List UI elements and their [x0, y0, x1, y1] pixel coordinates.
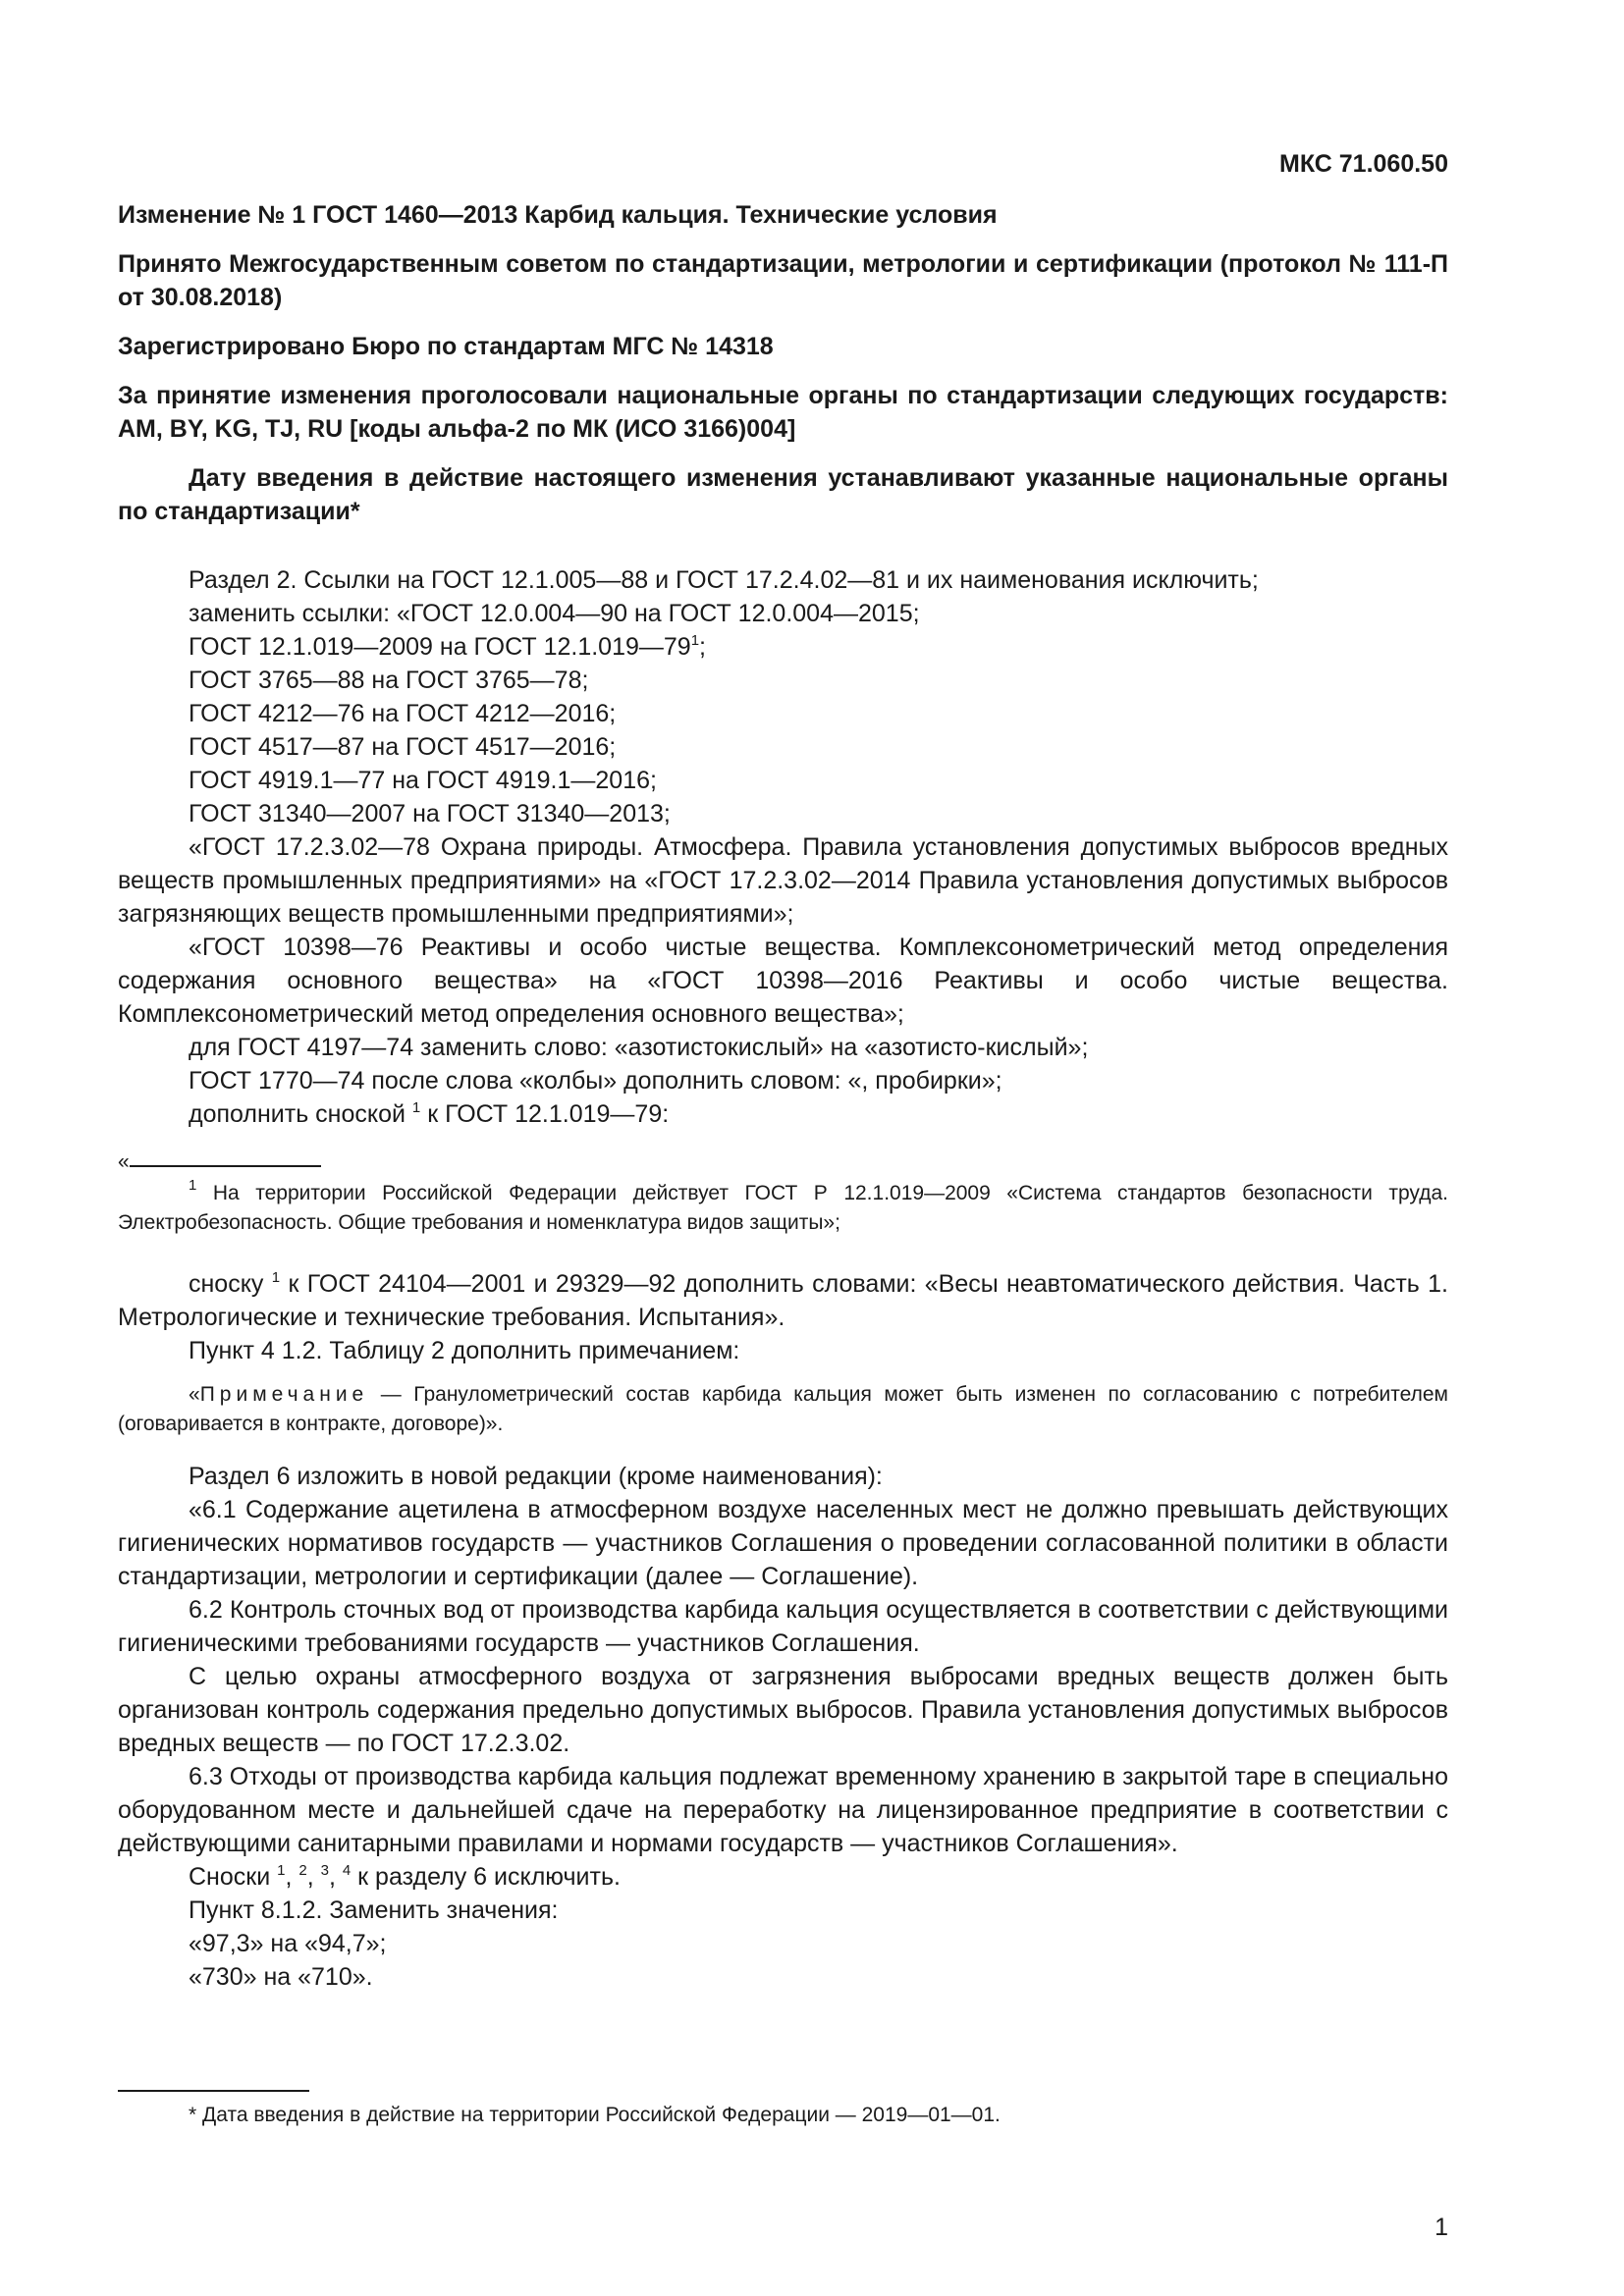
page-footnote: * Дата введения в действие на территории Российской Федерации — 2019—01—01.: [189, 2104, 1001, 2126]
text-line: дополнить сноской $^1$ к ГОСТ 12.1.019—79:: [189, 1099, 670, 1128]
paragraph: 6.3 Отходы от производства карбида кальция подлежат временному хранению в закрытой таре в специально оборудованном месте и дальнейшей сдаче на переработку на лицензированное предприятие в соответствии с действующими санитарными правилами и нормами государств — участников Соглашения».: [118, 1763, 1448, 1857]
mks-code: МКС 71.060.50: [1279, 150, 1448, 178]
text-line: ГОСТ 31340—2007 на ГОСТ 31340—2013;: [189, 800, 671, 828]
text-line: ГОСТ 4212—76 на ГОСТ 4212—2016;: [189, 700, 617, 727]
text-line: «97,3» на «94,7»;: [189, 1930, 387, 1957]
text-line: «730» на «710».: [189, 1963, 373, 1991]
paragraph: «ГОСТ 10398—76 Реактивы и особо чистые вещества. Комплексонометрический метод определения содержания основного вещества» на «ГОСТ 10398—2016 Реактивы и особо чистые вещества. Комплексонометрический метод определения основного вещества»;: [118, 934, 1448, 1028]
text-line: для ГОСТ 4197—74 заменить слово: «азотистокислый» на «азотисто-кислый»;: [189, 1034, 1089, 1061]
text-line: Пункт 4 1.2. Таблицу 2 дополнить примечанием:: [189, 1337, 740, 1364]
accepted-statement: Принято Межгосударственным советом по стандартизации, метрологии и сертификации (протокол № 111-П от 30.08.2018): [118, 250, 1448, 311]
paragraph: С целью охраны атмосферного воздуха от загрязнения выбросами вредных веществ должен быть организован контроль содержания предельно допустимых выбросов. Правила установления допустимых выбросов вредных веществ — по ГОСТ 17.2.3.02.: [118, 1663, 1448, 1757]
paragraph: сноску $^1$ к ГОСТ 24104—2001 и 29329—92 дополнить словами: «Весы неавтоматического действия. Часть 1. Метрологические и технические требования. Испытания».: [118, 1269, 1448, 1331]
after-footnote-block: [118, 1267, 1448, 1367]
footnote-rule: [130, 1165, 321, 1167]
section-2-block: [118, 563, 1448, 1131]
text-line: ГОСТ 4517—87 на ГОСТ 4517—2016;: [189, 733, 617, 761]
section-6-block: [118, 1460, 1448, 1994]
table-note: «Примечание — Гранулометрический состав карбида кальция может быть изменен по согласованию с потребителем (оговаривается в контракте, договоре)».: [118, 1383, 1448, 1435]
registered-statement: Зарегистрировано Бюро по стандартам МГС № 14318: [118, 333, 774, 360]
footnote-quote-mark: «: [118, 1150, 130, 1173]
text-line: Раздел 2. Ссылки на ГОСТ 12.1.005—88 и ГОСТ 17.2.4.02—81 и их наименования исключить;: [189, 566, 1259, 594]
text-line: Пункт 8.1.2. Заменить значения:: [189, 1896, 559, 1924]
text-line: ГОСТ 4919.1—77 на ГОСТ 4919.1—2016;: [189, 767, 657, 794]
text-line: Раздел 6 изложить в новой редакции (кроме наименования):: [189, 1463, 883, 1490]
text-line: заменить ссылки: «ГОСТ 12.0.004—90 на ГОСТ 12.0.004—2015;: [189, 600, 920, 627]
text-line: ГОСТ 1770—74 после слова «колбы» дополнить словом: «, пробирки»;: [189, 1067, 1002, 1095]
voted-statement: За принятие изменения проголосовали национальные органы по стандартизации следующих государств: AM, BY, KG, TJ, RU [коды альфа-2 по МК (ИСО 3166)004]: [118, 382, 1448, 443]
text-line: ГОСТ 3765—88 на ГОСТ 3765—78;: [189, 667, 589, 694]
text-line: Сноски $^1$, $^2$, $^3$, $^4$ к разделу 6 исключить.: [189, 1862, 621, 1891]
effective-date-statement: Дату введения в действие настоящего изменения устанавливают указанные национальные органы по стандартизации*: [118, 464, 1448, 525]
paragraph: «ГОСТ 17.2.3.02—78 Охрана природы. Атмосфера. Правила установления допустимых выбросов вредных веществ промышленных предприятиями» на «ГОСТ 17.2.3.02—2014 Правила установления допустимых выбросов загрязняющих веществ промышленными предприятиями»;: [118, 833, 1448, 928]
page-number: 1: [1435, 2214, 1448, 2241]
inner-footnote: $^1$ На территории Российской Федерации действует ГОСТ Р 12.1.019—2009 «Система стандартов безопасности труда. Электробезопасность. Общие требования и номенклатура видов защиты»;: [118, 1177, 1448, 1234]
paragraph: «6.1 Содержание ацетилена в атмосферном воздухе населенных мест не должно превышать действующих гигиенических нормативов государств — участников Соглашения о проведении согласованной политики в области стандартизации, метрологии и сертификации (далее — Соглашение).: [118, 1496, 1448, 1590]
footnote-rule: [118, 2090, 309, 2092]
text-line: ГОСТ 12.1.019—2009 на ГОСТ $12.1.019—79^1$;: [189, 632, 706, 661]
paragraph: 6.2 Контроль сточных вод от производства карбида кальция осуществляется в соответствии с действующими гигиеническими требованиями государств — участников Соглашения.: [118, 1596, 1448, 1657]
change-title: Изменение № 1 ГОСТ 1460—2013 Карбид кальция. Технические условия: [118, 201, 998, 229]
